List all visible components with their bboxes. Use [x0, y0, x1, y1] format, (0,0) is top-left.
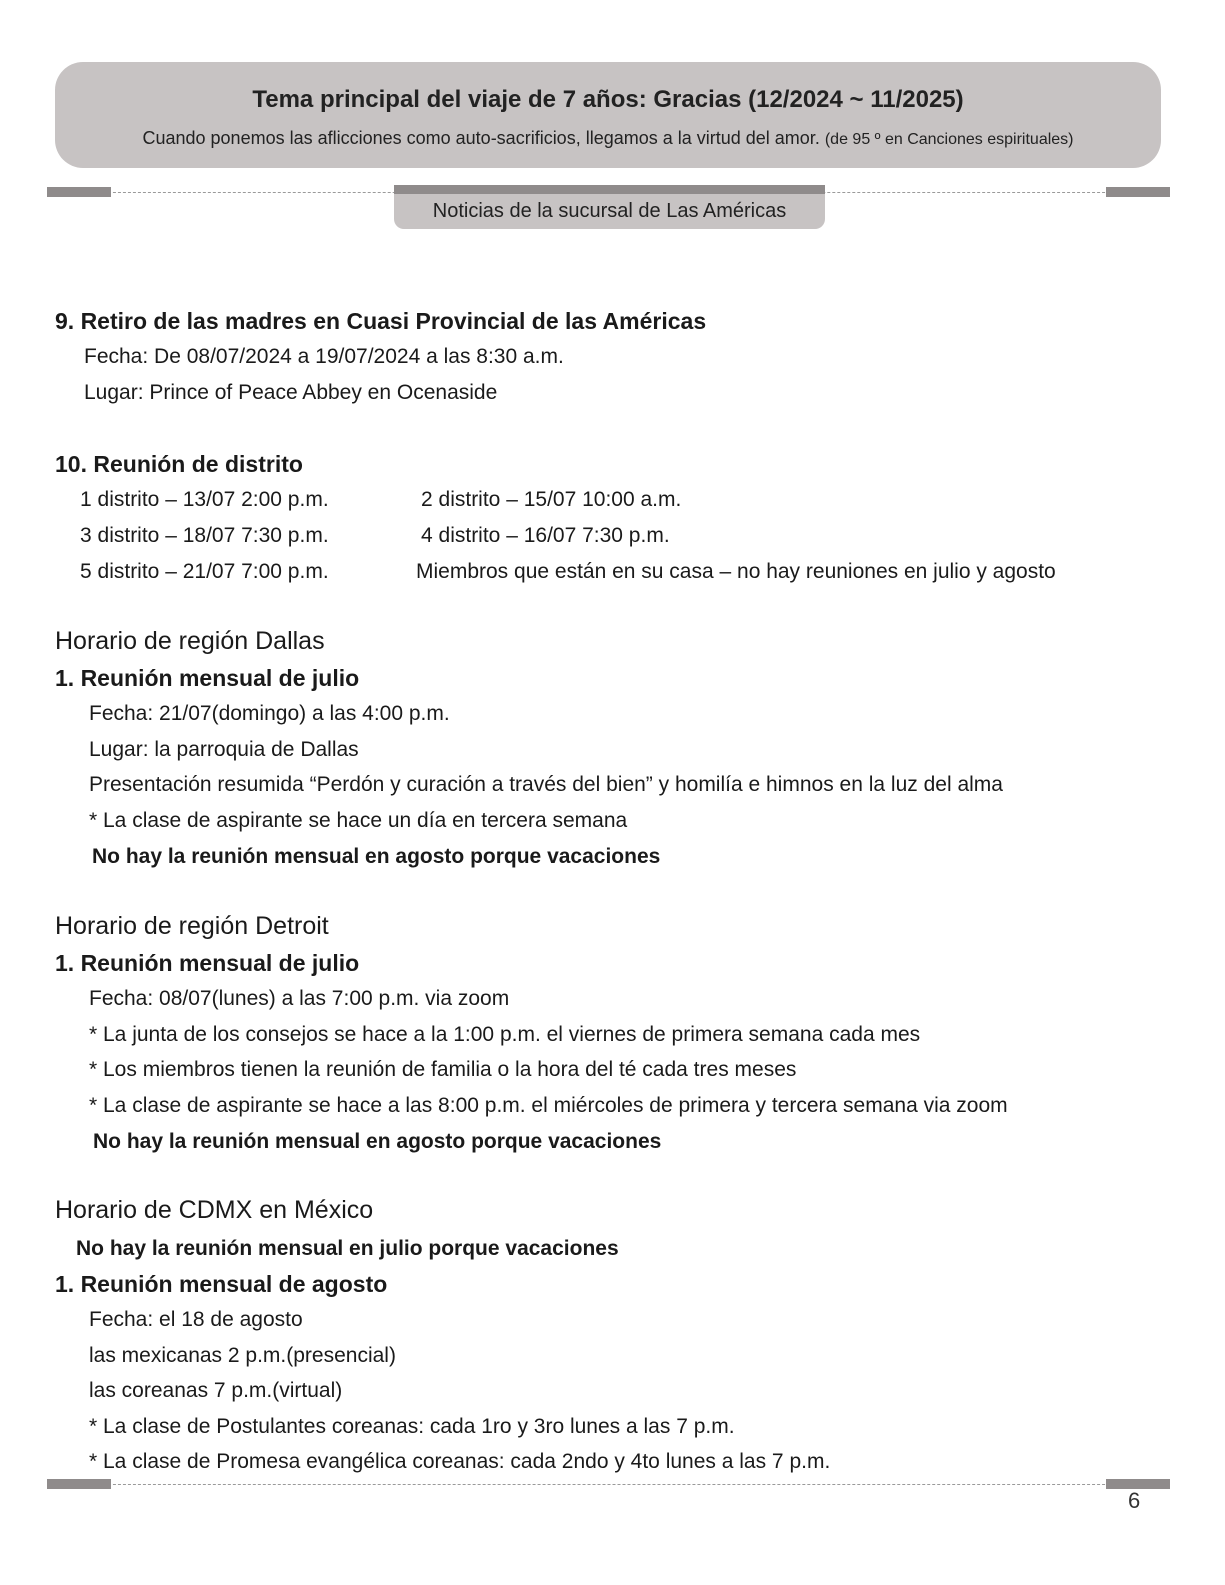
dallas-heading: Horario de región Dallas — [55, 627, 325, 655]
dallas-subheading: 1. Reunión mensual de julio — [55, 665, 360, 691]
cdmx-coreanas: las coreanas 7 p.m.(virtual) — [89, 1379, 343, 1402]
theme-title: Tema principal del viaje de 7 años: Gracias (12/2024 ~ 11/2025) — [252, 86, 964, 113]
bottom-divider-cap-left — [47, 1479, 111, 1489]
district-2: 2 distrito – 15/07 10:00 a.m. — [421, 488, 682, 511]
district-1: 1 distrito – 13/07 2:00 p.m. — [80, 488, 329, 511]
cdmx-mexicanas: las mexicanas 2 p.m.(presencial) — [89, 1344, 396, 1367]
dallas-fecha: Fecha: 21/07(domingo) a las 4:00 p.m. — [89, 702, 450, 725]
section-9-fecha: Fecha: De 08/07/2024 a 19/07/2024 a las 8:30 a.m. — [84, 345, 564, 368]
detroit-heading: Horario de región Detroit — [55, 912, 329, 940]
detroit-fecha: Fecha: 08/07(lunes) a las 7:00 p.m. via zoom — [89, 987, 510, 1010]
cdmx-fecha: Fecha: el 18 de agosto — [89, 1308, 303, 1331]
detroit-subheading: 1. Reunión mensual de julio — [55, 950, 360, 976]
theme-subtitle-ref: (de 95 º en Canciones espirituales) — [824, 131, 1074, 148]
theme-subtitle-text: Cuando ponemos las aflicciones como auto-sacrificios, llegamos a la virtud del amor. — [142, 128, 820, 148]
dallas-clase: * La clase de aspirante se hace un día en tercera semana — [89, 809, 628, 832]
district-5: 5 distrito – 21/07 7:00 p.m. — [80, 560, 329, 583]
top-divider-cap-right — [1106, 187, 1170, 197]
detroit-clase: * La clase de aspirante se hace a las 8:00 p.m. el miércoles de primera y tercera semana via zoom — [89, 1094, 1008, 1117]
bottom-divider — [48, 1484, 1170, 1485]
branch-news-label: Noticias de la sucursal de Las Américas — [432, 200, 787, 222]
cdmx-promesa: * La clase de Promesa evangélica coreanas: cada 2ndo y 4to lunes a las 7 p.m. — [89, 1450, 831, 1473]
page-number: 6 — [1128, 1488, 1141, 1513]
cdmx-nota: No hay la reunión mensual en julio porque vacaciones — [76, 1237, 619, 1260]
section-10-heading: 10. Reunión de distrito — [55, 451, 303, 477]
section-9-heading: 9. Retiro de las madres en Cuasi Provincial de las Américas — [55, 308, 707, 334]
detroit-nota: No hay la reunión mensual en agosto porque vacaciones — [93, 1130, 662, 1153]
theme-header — [55, 62, 1161, 168]
cdmx-postulantes: * La clase de Postulantes coreanas: cada 1ro y 3ro lunes a las 7 p.m. — [89, 1415, 735, 1438]
district-3: 3 distrito – 18/07 7:30 p.m. — [80, 524, 329, 547]
detroit-miembros: * Los miembros tienen la reunión de familia o la hora del té cada tres meses — [89, 1058, 797, 1081]
branch-news-tab — [394, 185, 825, 229]
cdmx-heading: Horario de CDMX en México — [55, 1196, 374, 1224]
section-9-lugar: Lugar: Prince of Peace Abbey en Ocenaside — [84, 381, 498, 404]
top-divider-cap-left — [47, 187, 111, 197]
district-4: 4 distrito – 16/07 7:30 p.m. — [421, 524, 670, 547]
district-home-members: Miembros que están en su casa – no hay reuniones en julio y agosto — [416, 560, 1056, 583]
cdmx-subheading: 1. Reunión mensual de agosto — [55, 1271, 388, 1297]
dallas-presentacion: Presentación resumida “Perdón y curación a través del bien” y homilía e himnos en la luz del alma — [89, 773, 1003, 796]
dallas-nota: No hay la reunión mensual en agosto porque vacaciones — [92, 845, 661, 868]
theme-subtitle — [55, 128, 1161, 149]
detroit-junta: * La junta de los consejos se hace a la 1:00 p.m. el viernes de primera semana cada mes — [89, 1023, 921, 1046]
dallas-lugar: Lugar: la parroquia de Dallas — [89, 738, 359, 761]
